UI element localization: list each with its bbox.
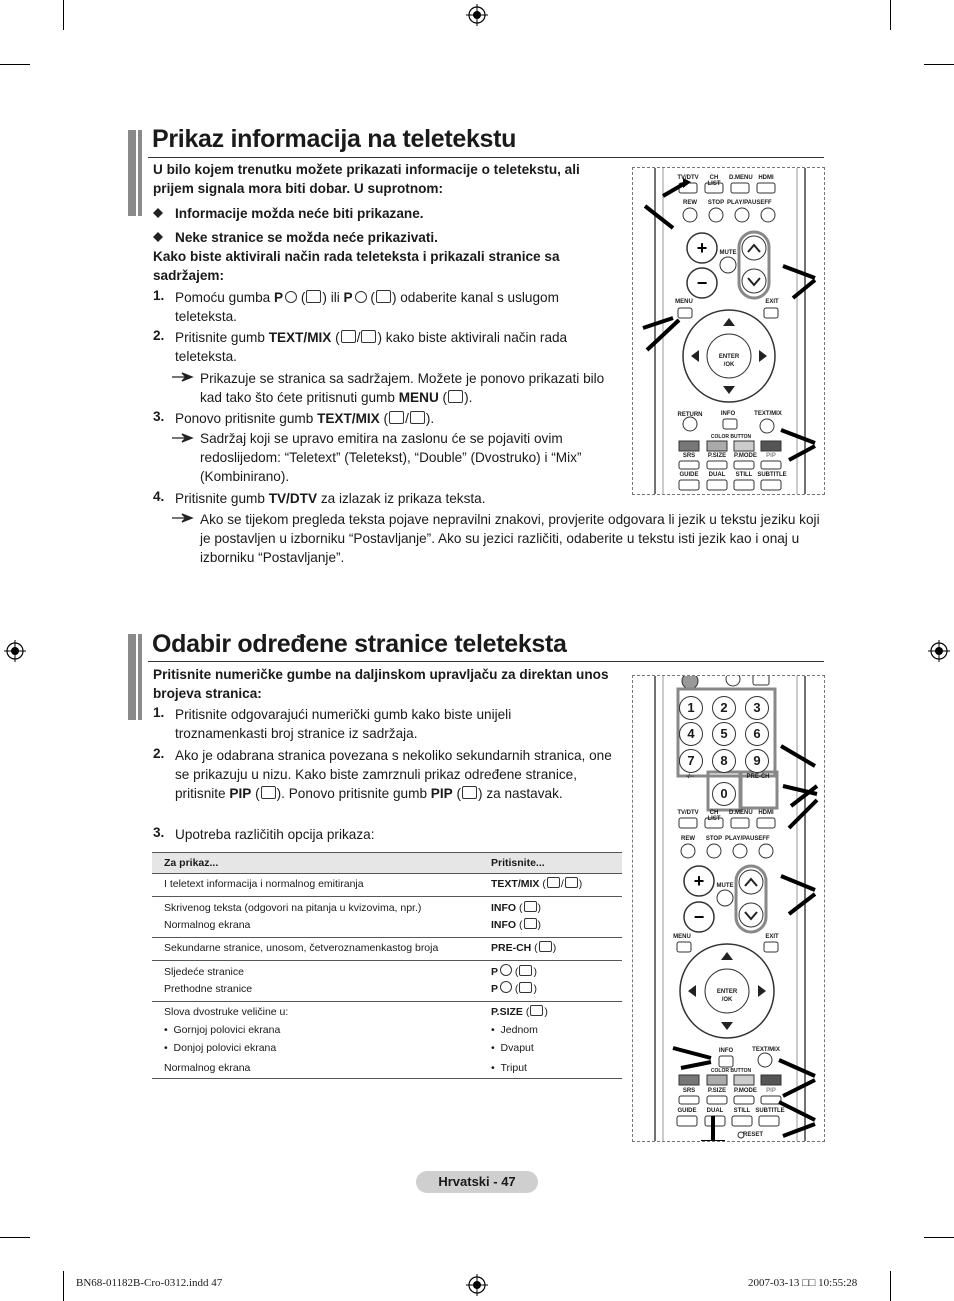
bullet-item: Neke stranice se možda neće prikazivati.	[175, 230, 438, 245]
table-row	[152, 874, 622, 897]
step1-tail: odaberite kanal s uslugom teleteksta.	[175, 290, 559, 324]
remote-label: REW	[681, 836, 695, 842]
table-cell: P ( )	[491, 966, 537, 978]
remote-label: MENU	[673, 934, 691, 940]
digit-button: 9	[745, 749, 769, 773]
remote-label: INFO	[720, 411, 736, 417]
p-up-button-icon	[306, 290, 321, 303]
chevron-up-icon	[285, 291, 297, 303]
remote-label: P.SIZE	[707, 453, 727, 459]
table-cell: • Jednom	[491, 1024, 538, 1036]
table-row	[152, 897, 622, 938]
menu-button-icon	[448, 390, 463, 403]
s2-step2-lead: Ako je odabrana stranica povezana s nekoliko sekundarnih stranica, one se prikazuju u nizu. Kako biste zamrznuli prikaz određene stranice, pritisnite	[175, 748, 612, 801]
text-mix-icon	[547, 877, 560, 888]
remote-label: CH LIST	[707, 175, 721, 187]
digit-button: 0	[712, 782, 736, 806]
step-number: 3.	[153, 825, 165, 840]
key-menu: MENU	[398, 390, 439, 405]
remote-label: PIP	[766, 1088, 776, 1094]
p-up-button-icon	[519, 965, 532, 976]
note-arrow-icon	[172, 513, 194, 523]
remote-label: INFO	[718, 1048, 734, 1054]
digit-button: 3	[745, 696, 769, 720]
bullet-diamond-icon	[153, 232, 163, 242]
table-row	[152, 961, 622, 1002]
page-number-badge: Hrvatski - 47	[416, 1171, 538, 1193]
key-textmix: TEXT/MIX	[491, 878, 540, 890]
psize-button-icon	[530, 1005, 543, 1016]
remote-label: REW	[683, 200, 697, 206]
section1-subhead: Kako biste aktivirali način rada teleteksta i prikazali stranice sa sadržajem:	[153, 249, 560, 283]
remote-label: SRS	[682, 1088, 696, 1094]
key-textmix: TEXT/MIX	[268, 330, 332, 345]
table-cell: TEXT/MIX ( / )	[491, 878, 583, 890]
remote-label: STOP	[707, 200, 725, 206]
svg-text:+: +	[693, 871, 705, 891]
digit-button: 1	[679, 696, 703, 720]
text-mix-icon	[389, 411, 404, 424]
table-cell: PRE-CH ( )	[491, 942, 557, 954]
table-cell: Normalnog ekrana	[164, 919, 251, 931]
crop-mark	[924, 64, 954, 65]
title-rule	[148, 157, 824, 158]
title-rule	[148, 661, 824, 662]
table-cell: Normalnog ekrana	[164, 1062, 251, 1074]
remote-label: DUAL	[708, 472, 726, 478]
remote-label: MENU	[675, 299, 693, 305]
remote-label: GUIDE	[679, 472, 699, 478]
table-cell: • Donjoj polovici ekrana	[164, 1042, 277, 1054]
remote-label: EXIT	[765, 299, 779, 305]
remote-label: STILL	[735, 472, 753, 478]
crop-mark	[890, 1271, 891, 1301]
remote-label: FF	[762, 836, 770, 842]
remote-label: HDMI	[758, 175, 774, 181]
step-number: 2.	[153, 328, 165, 343]
remote-label: HDMI	[758, 810, 774, 816]
table-col-header: Pritisnite...	[491, 857, 545, 869]
remote-label: P.SIZE	[707, 1088, 727, 1094]
table-cell-bullet: Gornjoj polovici ekrana	[173, 1024, 281, 1036]
info-button-icon	[524, 901, 537, 912]
remote-label: RESET	[743, 1132, 764, 1138]
key-prech: PRE-CH	[491, 942, 532, 954]
key-p: P	[343, 290, 353, 305]
table-cell: • Gornjoj polovici ekrana	[164, 1024, 281, 1036]
step4-tail: za izlazak iz prikaza teksta.	[320, 491, 486, 506]
table-cell: • Dvaput	[491, 1042, 534, 1054]
s2-step2-mid: . Ponovo pritisnite gumb	[281, 786, 428, 801]
table-cell-bullet: Jednom	[500, 1024, 538, 1036]
section1-intro: U bilo kojem trenutku možete prikazati informacije o teletekstu, ali prijem signala mora biti dobar. U suprotnom:	[153, 162, 580, 196]
table-cell: Prethodne stranice	[164, 983, 253, 995]
section-bar	[128, 634, 142, 720]
remote-label: ENTER	[718, 354, 740, 360]
table-cell: Sljedeće stranice	[164, 966, 244, 978]
table-row	[152, 1002, 622, 1079]
table-header	[152, 853, 622, 874]
key-tvdtv: TV/DTV	[268, 491, 318, 506]
digit-button: 4	[679, 722, 703, 746]
remote-label: SRS	[682, 453, 696, 459]
s2-step1-text: Pritisnite odgovarajući numerički gumb kako biste unijeli troznamenkasti broj stranice iz sadržaja.	[175, 707, 512, 741]
section2-title: Odabir određene stranice teleteksta	[152, 630, 567, 658]
chevron-down-icon	[355, 291, 367, 303]
key-p: P	[274, 290, 284, 305]
crop-mark	[924, 1237, 954, 1238]
remote-label: /OK	[723, 362, 735, 368]
section2-intro: Pritisnite numeričke gumbe na daljinskom upravljaču za direktan unos brojeva stranica:	[153, 667, 609, 701]
step-number: 3.	[153, 409, 165, 424]
step-number: 2.	[153, 746, 165, 761]
key-pip: PIP	[430, 786, 453, 801]
step1-text: Pomoću gumba P ( ) ili P ( ) odaberite kanal s uslugom teleteksta.	[175, 290, 559, 324]
table-row	[152, 938, 622, 961]
svg-text:−: −	[693, 907, 705, 927]
step2-text: Pritisnite gumb TEXT/MIX ( / ) kako biste aktivirali način rada teleteksta.	[175, 330, 568, 364]
step3-text: Ponovo pritisnite gumb TEXT/MIX ( / ).	[175, 411, 435, 426]
table-cell: • Triput	[491, 1062, 527, 1074]
date-slug: 2007-03-13 □□ 10:55:28	[748, 1277, 858, 1289]
remote-label: RETURN	[677, 412, 703, 418]
table-cell: Slova dvostruke veličine u:	[164, 1006, 289, 1018]
text-mix-icon	[410, 411, 425, 424]
remote-label: TV/DTV	[677, 175, 699, 181]
note2-text: Prikazuje se stranica sa sadržajem. Možete je ponovo prikazati bilo kad tako što ćete pritisnuti gumb MENU ( ).	[200, 371, 605, 405]
table-cell-bullet: Donjoj polovici ekrana	[173, 1042, 277, 1054]
table-cell: INFO ( )	[491, 919, 542, 931]
remote-label: TEXT/MIX	[752, 1047, 780, 1053]
digit-button: 5	[712, 722, 736, 746]
s2-step2-tail: za nastavak.	[486, 786, 563, 801]
step2-tail: kako biste aktivirali način rada teleteksta.	[175, 330, 568, 364]
remote-label: P.MODE	[734, 453, 757, 459]
remote-label: TEXT/MIX	[754, 411, 782, 417]
chevron-down-icon	[500, 981, 512, 993]
text-mix-icon	[341, 330, 356, 343]
registration-mark-icon	[928, 640, 950, 662]
step-number: 4.	[153, 489, 165, 504]
remote-label: MUTE	[716, 883, 734, 889]
remote-label: SUBTITLE	[757, 472, 787, 478]
pip-button-icon	[261, 786, 276, 799]
crop-mark	[890, 0, 891, 30]
remote-label: STOP	[705, 836, 723, 842]
step1-or: ili	[330, 290, 340, 305]
table-col-header: Za prikaz...	[164, 857, 219, 869]
section1-title: Prikaz informacija na teletekstu	[152, 125, 517, 153]
remote-label: CH LIST	[707, 810, 721, 822]
digit-button: 8	[712, 749, 736, 773]
remote-label: FF	[764, 200, 772, 206]
remote-label: D.MENU	[729, 810, 753, 816]
text-mix-icon	[361, 330, 376, 343]
note-arrow-icon	[172, 433, 194, 443]
key-pip: PIP	[229, 786, 252, 801]
remote-label: ENTER	[716, 989, 738, 995]
section-bar	[128, 130, 142, 216]
digit-button: 6	[745, 722, 769, 746]
remote-label: /OK	[721, 997, 733, 1003]
note4-text: Ako se tijekom pregleda teksta pojave nepravilni znakovi, provjerite odgovara li jezik u tekstu jeziku koji je postavljen u izborniku “Postavljanje”. Ako su jezici različiti, odaberite u tekstu isti jezik kao i onaj u izborniku “Postavljanje”.	[200, 512, 820, 565]
table-cell: P.SIZE ( )	[491, 1006, 548, 1018]
remote-label: PLAY/PAUSE	[725, 836, 763, 842]
remote-label: COLOR BUTTON	[710, 1068, 752, 1074]
note3-text: Sadržaj koji se upravo emitira na zaslonu će se pojaviti ovim redoslijedom: “Teletext” (Teletekst), “Double” (Dvostruko) i “Mix” (Kombinirano).	[200, 431, 582, 484]
crop-mark	[63, 0, 64, 30]
table-cell: Sekundarne stranice, unosom, četveroznamenkastog broja	[164, 942, 439, 954]
crop-mark	[0, 1237, 30, 1238]
remote-body-icon	[633, 168, 824, 494]
svg-text:+: +	[696, 238, 708, 258]
table-cell-bullet: Triput	[500, 1062, 527, 1074]
remote-label: DUAL	[706, 1108, 724, 1114]
step2-lead: Pritisnite gumb	[175, 330, 265, 345]
remote-label: PRE-CH	[746, 774, 770, 780]
step-number: 1.	[153, 705, 165, 720]
chevron-up-icon	[500, 964, 512, 976]
remote-label: GUIDE	[677, 1108, 697, 1114]
remote-label: P.MODE	[734, 1088, 757, 1094]
remote-label: -/--	[686, 774, 694, 780]
registration-mark-icon	[4, 640, 26, 662]
s2-step3-text: Upotreba različitih opcija prikaza:	[175, 827, 375, 842]
remote-label: PIP	[766, 453, 776, 459]
prech-button-icon	[539, 941, 552, 952]
remote-label: TV/DTV	[677, 810, 699, 816]
digit-button: 2	[712, 696, 736, 720]
display-options-table	[152, 852, 622, 1079]
table-cell: Skrivenog teksta (odgovori na pitanja u kvizovima, npr.)	[164, 902, 422, 914]
table-cell: P ( )	[491, 983, 537, 995]
svg-text:−: −	[696, 273, 708, 293]
remote-label: MUTE	[719, 250, 737, 256]
p-down-button-icon	[519, 982, 532, 993]
digit-button: 7	[679, 749, 703, 773]
note2-lead: Prikazuje se stranica sa sadržajem. Možete je ponovo prikazati bilo kad tako što ćete pritisnuti gumb	[200, 371, 605, 405]
remote-label: PLAY/PAUSE	[727, 200, 765, 206]
pip-button-icon	[462, 786, 477, 799]
p-down-button-icon	[376, 290, 391, 303]
key-textmix: TEXT/MIX	[317, 411, 380, 426]
s2-step2-text: Ako je odabrana stranica povezana s nekoliko sekundarnih stranica, one se prikazuju u nizu. Kako biste zamrznuli prikaz određene stranice, pritisnite PIP ( ). Ponovo pritisnite gumb PIP ( ) za nastavak.	[175, 748, 612, 801]
bullet-diamond-icon	[153, 208, 163, 218]
table-cell: INFO ( )	[491, 902, 542, 914]
remote-label: EXIT	[765, 934, 779, 940]
crop-mark	[63, 1271, 64, 1301]
note-arrow-icon	[172, 372, 194, 382]
registration-mark-icon	[466, 1274, 488, 1296]
key-p: P	[491, 966, 499, 978]
bullet-item: Informacije možda neće biti prikazane.	[175, 206, 424, 221]
text-mix-icon	[565, 877, 578, 888]
info-button-icon	[524, 918, 537, 929]
step4-text	[175, 489, 615, 508]
remote-label: STILL	[733, 1108, 751, 1114]
key-psize: P.SIZE	[491, 1006, 523, 1018]
remote-control-illustration-1	[632, 167, 825, 495]
registration-mark-icon	[466, 4, 488, 26]
step-number: 1.	[153, 288, 165, 303]
remote-control-illustration-2	[632, 675, 825, 1142]
key-info: INFO	[491, 919, 517, 931]
table-cell: I teletext informacija i normalnog emitiranja	[164, 878, 364, 890]
key-p: P	[491, 983, 499, 995]
remote-label: D.MENU	[729, 175, 753, 181]
step1-lead: Pomoću gumba	[175, 290, 271, 305]
step4-lead: Pritisnite gumb	[175, 491, 265, 506]
key-info: INFO	[491, 902, 517, 914]
crop-mark	[0, 64, 30, 65]
remote-label: COLOR BUTTON	[710, 434, 752, 440]
table-cell-bullet: Dvaput	[500, 1042, 534, 1054]
file-slug: BN68-01182B-Cro-0312.indd 47	[76, 1277, 223, 1289]
remote-label: SUBTITLE	[755, 1108, 785, 1114]
step3-lead: Ponovo pritisnite gumb	[175, 411, 314, 426]
